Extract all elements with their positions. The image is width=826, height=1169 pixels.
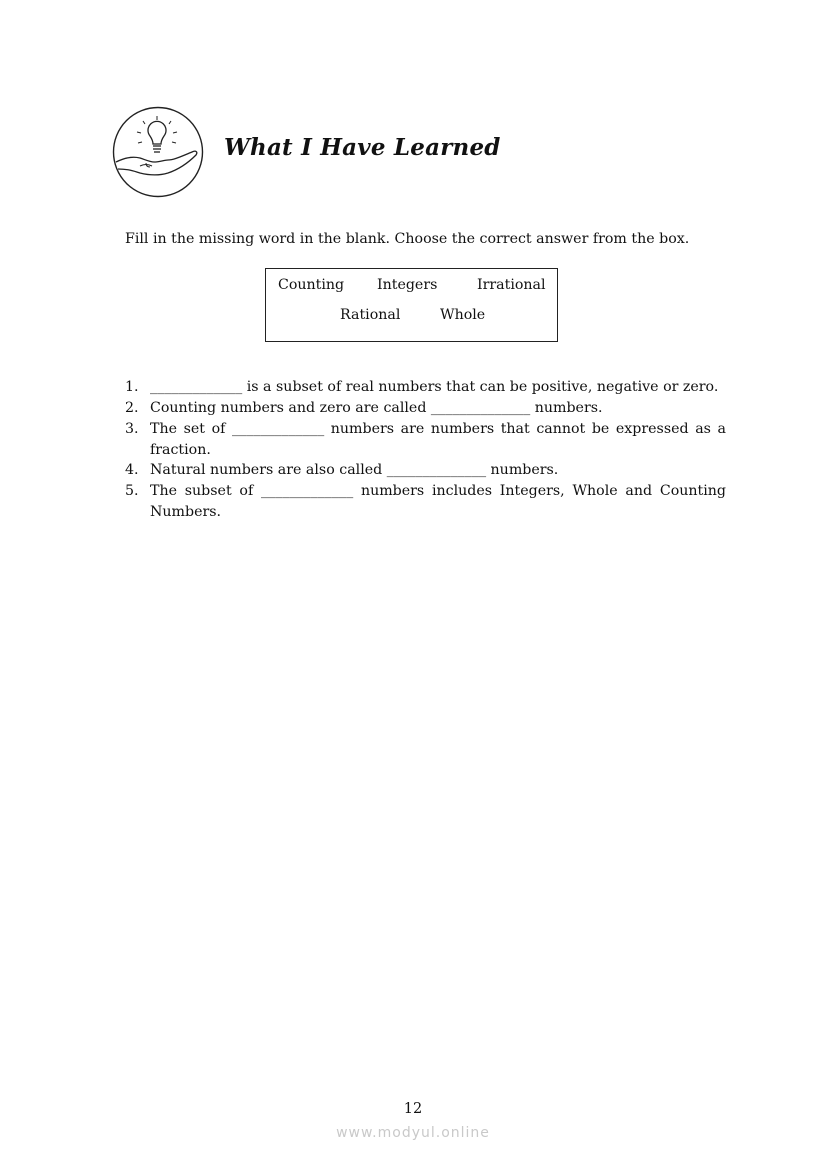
question-text: The set of _____________ numbers are numbers that cannot be expressed as a fraction. (150, 421, 726, 458)
word-bank-item: Integers (377, 277, 438, 293)
question-text: _____________ is a subset of real numbers that can be positive, negative or zero. (150, 379, 719, 395)
question-number: 1. (125, 379, 139, 395)
question-text: Natural numbers are also called ______________ numbers. (150, 462, 559, 478)
word-bank-item: Counting (278, 277, 345, 293)
question-item (125, 481, 726, 522)
question-item (125, 460, 726, 481)
question-number: 4. (125, 462, 139, 478)
instruction-text: Fill in the missing word in the blank. Choose the correct answer from the box. (125, 231, 690, 247)
question-text: Counting numbers and zero are called ______________ numbers. (150, 400, 603, 416)
word-bank-item: Whole (440, 307, 486, 323)
question-text: The subset of _____________ numbers includes Integers, Whole and Counting Numbers. (150, 483, 726, 520)
question-number: 5. (125, 483, 139, 499)
word-bank-item: Rational (340, 307, 401, 323)
watermark: www.modyul.online (336, 1125, 490, 1141)
question-number: 3. (125, 421, 139, 437)
question-item (125, 398, 726, 419)
section-title: What I Have Learned (224, 134, 501, 161)
question-item (125, 419, 726, 460)
page-number: 12 (403, 1101, 423, 1117)
word-bank-item: Irrational (477, 277, 546, 293)
question-number: 2. (125, 400, 139, 416)
question-item (125, 377, 726, 398)
lightbulb-hand-icon (112, 106, 204, 198)
word-bank-box (265, 268, 558, 342)
